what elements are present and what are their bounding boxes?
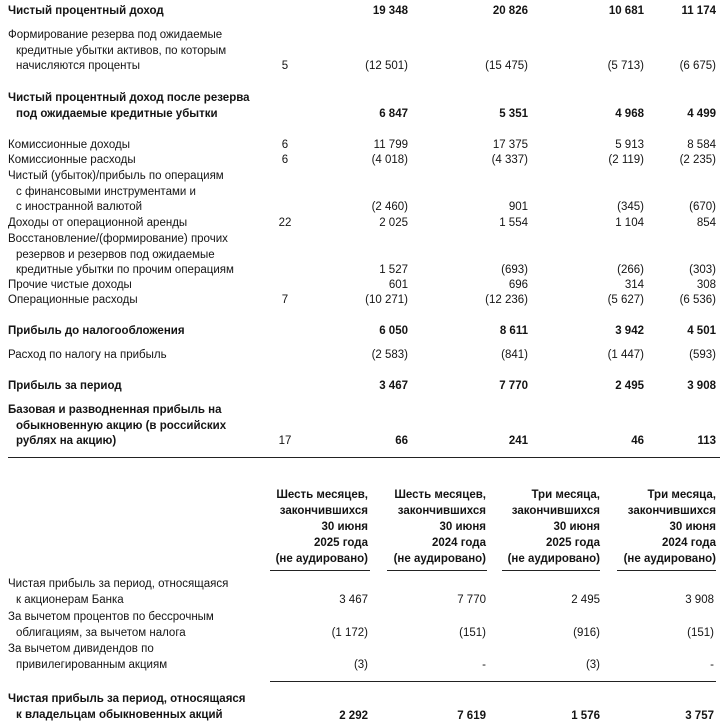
- value-h1-2024: (4 337): [491, 154, 528, 166]
- value-h1-2024: (693): [501, 264, 528, 276]
- value-h1-2024: 17 375: [492, 139, 528, 151]
- label-line: с иностранной валютой: [16, 201, 143, 213]
- value-q2-2024: (6 536): [679, 294, 716, 306]
- header-line: 2025 года: [546, 537, 600, 549]
- header-line: (не аудировано): [507, 553, 600, 565]
- row-label: [8, 216, 266, 232]
- label-line: Расход по налогу на прибыль: [8, 349, 167, 361]
- note-ref: 5: [281, 60, 289, 72]
- value-q2-2025: 314: [624, 279, 644, 291]
- value-h1-2024: (151): [459, 627, 486, 639]
- label-line: Доходы от операционной аренды: [8, 217, 188, 229]
- value-q2-2024: (2 235): [679, 154, 716, 166]
- value-h1-2025: 1 527: [379, 264, 408, 276]
- header-line: Три месяца,: [647, 489, 716, 501]
- label-line: облигациям, за вычетом налога: [16, 626, 186, 639]
- value-q2-2025: 1 104: [615, 217, 644, 229]
- header-line: закончившихся: [627, 505, 716, 517]
- value-h1-2024: 20 826: [492, 5, 528, 17]
- label-line: кредитные убытки по прочим операциям: [16, 264, 234, 276]
- value-q2-2025: 2 495: [615, 380, 644, 392]
- row-label: [8, 293, 266, 309]
- label-line: с финансовыми инструментами и: [16, 185, 196, 198]
- label-line: За вычетом дивидендов по: [8, 643, 154, 655]
- column-header: [252, 487, 368, 567]
- row-label: [8, 642, 266, 673]
- value-h1-2024: (841): [501, 349, 528, 361]
- row-label: [8, 278, 266, 294]
- label-line: Операционные расходы: [8, 294, 138, 306]
- value-h1-2024: 901: [508, 201, 528, 213]
- value-q2-2025: 4 968: [615, 108, 644, 120]
- value-h1-2025: (12 501): [365, 60, 408, 72]
- label-line: обыкновенную акцию (в российских: [16, 419, 227, 432]
- label-line: рублях на акцию): [16, 435, 117, 447]
- value-q2-2024: (670): [689, 201, 716, 213]
- column-header: [370, 487, 486, 567]
- value-q2-2025: (1 447): [607, 349, 644, 361]
- value-q2-2025: (345): [617, 201, 644, 213]
- label-line: Чистая прибыль за период, относящаяся: [8, 578, 229, 590]
- row-label: [8, 379, 266, 395]
- label-line: к владельцам обыкновенных акций: [16, 708, 223, 721]
- value-q2-2025: 3 942: [615, 325, 644, 337]
- header-underline: [270, 570, 370, 571]
- row-label: [8, 610, 266, 641]
- value-h1-2025: 11 799: [373, 139, 408, 151]
- header-line: Шесть месяцев,: [394, 489, 486, 501]
- row-label: [8, 348, 266, 364]
- value-h1-2024: 7 770: [499, 380, 528, 392]
- value-q2-2025: 2 495: [571, 594, 600, 606]
- header-line: 30 июня: [439, 521, 486, 533]
- value-h1-2025: 2 025: [379, 217, 408, 229]
- label-line: За вычетом процентов по бессрочным: [8, 611, 214, 623]
- note-ref: 7: [281, 294, 289, 306]
- value-h1-2024: 241: [508, 435, 528, 447]
- value-q2-2025: (266): [617, 264, 644, 276]
- value-h1-2025: 3 467: [379, 380, 408, 392]
- label-line: Чистый (убыток)/прибыль по операциям: [8, 170, 224, 182]
- row-label: [8, 324, 266, 340]
- label-line: Прибыль за период: [8, 380, 122, 392]
- label-line: привилегированным акциям: [16, 658, 168, 671]
- row-label: [8, 692, 266, 723]
- value-q2-2024: 308: [696, 279, 716, 291]
- label-line: Чистый процентный доход после резерва: [8, 92, 250, 104]
- value-q2-2025: 46: [631, 435, 644, 447]
- subtotal-rule: [270, 681, 716, 682]
- value-h1-2024: -: [482, 659, 486, 671]
- value-q2-2024: 3 908: [685, 594, 714, 606]
- label-line: Комиссионные доходы: [8, 139, 131, 151]
- table-bottom-rule: [8, 457, 720, 458]
- value-h1-2024: 5 351: [499, 108, 528, 120]
- note-ref: 22: [278, 217, 292, 229]
- header-line: (не аудировано): [393, 553, 486, 565]
- note-ref: 6: [281, 154, 289, 166]
- value-h1-2025: 19 348: [372, 5, 408, 17]
- label-line: Базовая и разводненная прибыль на: [8, 404, 222, 416]
- label-line: резервов и резервов под ожидаемые: [16, 248, 215, 261]
- value-q2-2024: (303): [689, 264, 716, 276]
- row-label: [8, 91, 266, 122]
- value-q2-2024: 3 908: [687, 380, 716, 392]
- value-h1-2025: (10 271): [365, 294, 408, 306]
- value-q2-2024: -: [710, 659, 714, 671]
- value-h1-2024: 7 619: [457, 710, 486, 722]
- value-q2-2024: 854: [696, 217, 716, 229]
- row-label: [8, 169, 266, 216]
- value-h1-2025: 2 292: [339, 710, 368, 722]
- note-ref: 6: [281, 139, 289, 151]
- value-q2-2025: (5 713): [607, 60, 644, 72]
- value-q2-2025: (5 627): [607, 294, 644, 306]
- value-q2-2024: 113: [697, 435, 716, 447]
- value-h1-2025: (3): [353, 659, 368, 671]
- header-line: 30 июня: [553, 521, 600, 533]
- column-header: [484, 487, 600, 567]
- note-ref: 17: [278, 435, 292, 447]
- value-q2-2024: 4 501: [687, 325, 716, 337]
- value-h1-2025: (2 460): [371, 201, 408, 213]
- label-line: Прочие чистые доходы: [8, 279, 132, 291]
- value-q2-2024: 8 584: [687, 139, 716, 151]
- value-q2-2025: (2 119): [608, 154, 644, 166]
- header-line: (не аудировано): [623, 553, 716, 565]
- header-line: 30 июня: [669, 521, 716, 533]
- label-line: Восстановление/(формирование) прочих: [8, 233, 228, 245]
- value-h1-2025: 6 847: [379, 108, 408, 120]
- value-h1-2024: 8 611: [499, 325, 528, 337]
- label-line: Прибыль до налогообложения: [8, 325, 185, 337]
- value-q2-2024: 4 499: [687, 108, 716, 120]
- value-h1-2025: 3 467: [339, 594, 368, 606]
- header-underline: [502, 570, 600, 571]
- value-h1-2024: 1 554: [499, 217, 528, 229]
- label-line: Комиссионные расходы: [8, 154, 136, 166]
- value-q2-2025: (3): [585, 659, 600, 671]
- value-h1-2024: (15 475): [485, 60, 528, 72]
- label-line: кредитные убытки активов, по которым: [16, 44, 227, 57]
- value-q2-2025: 1 576: [571, 710, 600, 722]
- value-q2-2024: (151): [687, 627, 714, 639]
- header-line: закончившихся: [279, 505, 368, 517]
- header-underline: [387, 570, 487, 571]
- header-line: закончившихся: [511, 505, 600, 517]
- column-header: [600, 487, 716, 567]
- row-label: [8, 4, 266, 20]
- label-line: под ожидаемые кредитные убытки: [16, 107, 218, 120]
- label-line: Формирование резерва под ожидаемые: [8, 29, 223, 41]
- value-h1-2025: (1 172): [331, 627, 368, 639]
- value-h1-2024: 7 770: [457, 594, 486, 606]
- value-h1-2025: (4 018): [371, 154, 408, 166]
- header-line: Три месяца,: [531, 489, 600, 501]
- row-label: [8, 403, 266, 450]
- header-line: закончившихся: [397, 505, 486, 517]
- header-line: 30 июня: [321, 521, 368, 533]
- row-label: [8, 577, 266, 608]
- value-h1-2025: 66: [395, 435, 408, 447]
- value-h1-2024: 696: [508, 279, 528, 291]
- value-q2-2025: 10 681: [608, 5, 644, 17]
- label-line: Чистая прибыль за период, относящаяся: [8, 693, 246, 705]
- value-h1-2025: 6 050: [379, 325, 408, 337]
- header-line: (не аудировано): [275, 553, 368, 565]
- value-q2-2024: (593): [689, 349, 716, 361]
- value-h1-2024: (12 236): [485, 294, 528, 306]
- header-line: 2024 года: [432, 537, 486, 549]
- value-h1-2025: 601: [388, 279, 408, 291]
- value-q2-2025: 5 913: [615, 139, 644, 151]
- value-q2-2024: 3 757: [685, 710, 714, 722]
- value-q2-2025: (916): [573, 627, 600, 639]
- value-q2-2024: (6 675): [679, 60, 716, 72]
- header-line: 2024 года: [662, 537, 716, 549]
- header-line: 2025 года: [314, 537, 368, 549]
- value-h1-2025: (2 583): [371, 349, 408, 361]
- label-line: Чистый процентный доход: [8, 5, 164, 17]
- row-label: [8, 232, 266, 279]
- label-line: к акционерам Банка: [16, 593, 124, 606]
- row-label: [8, 153, 266, 169]
- header-line: Шесть месяцев,: [276, 489, 368, 501]
- row-label: [8, 138, 266, 154]
- header-underline: [617, 570, 716, 571]
- label-line: начисляются проценты: [16, 60, 141, 72]
- row-label: [8, 28, 266, 75]
- value-q2-2024: 11 174: [681, 5, 716, 17]
